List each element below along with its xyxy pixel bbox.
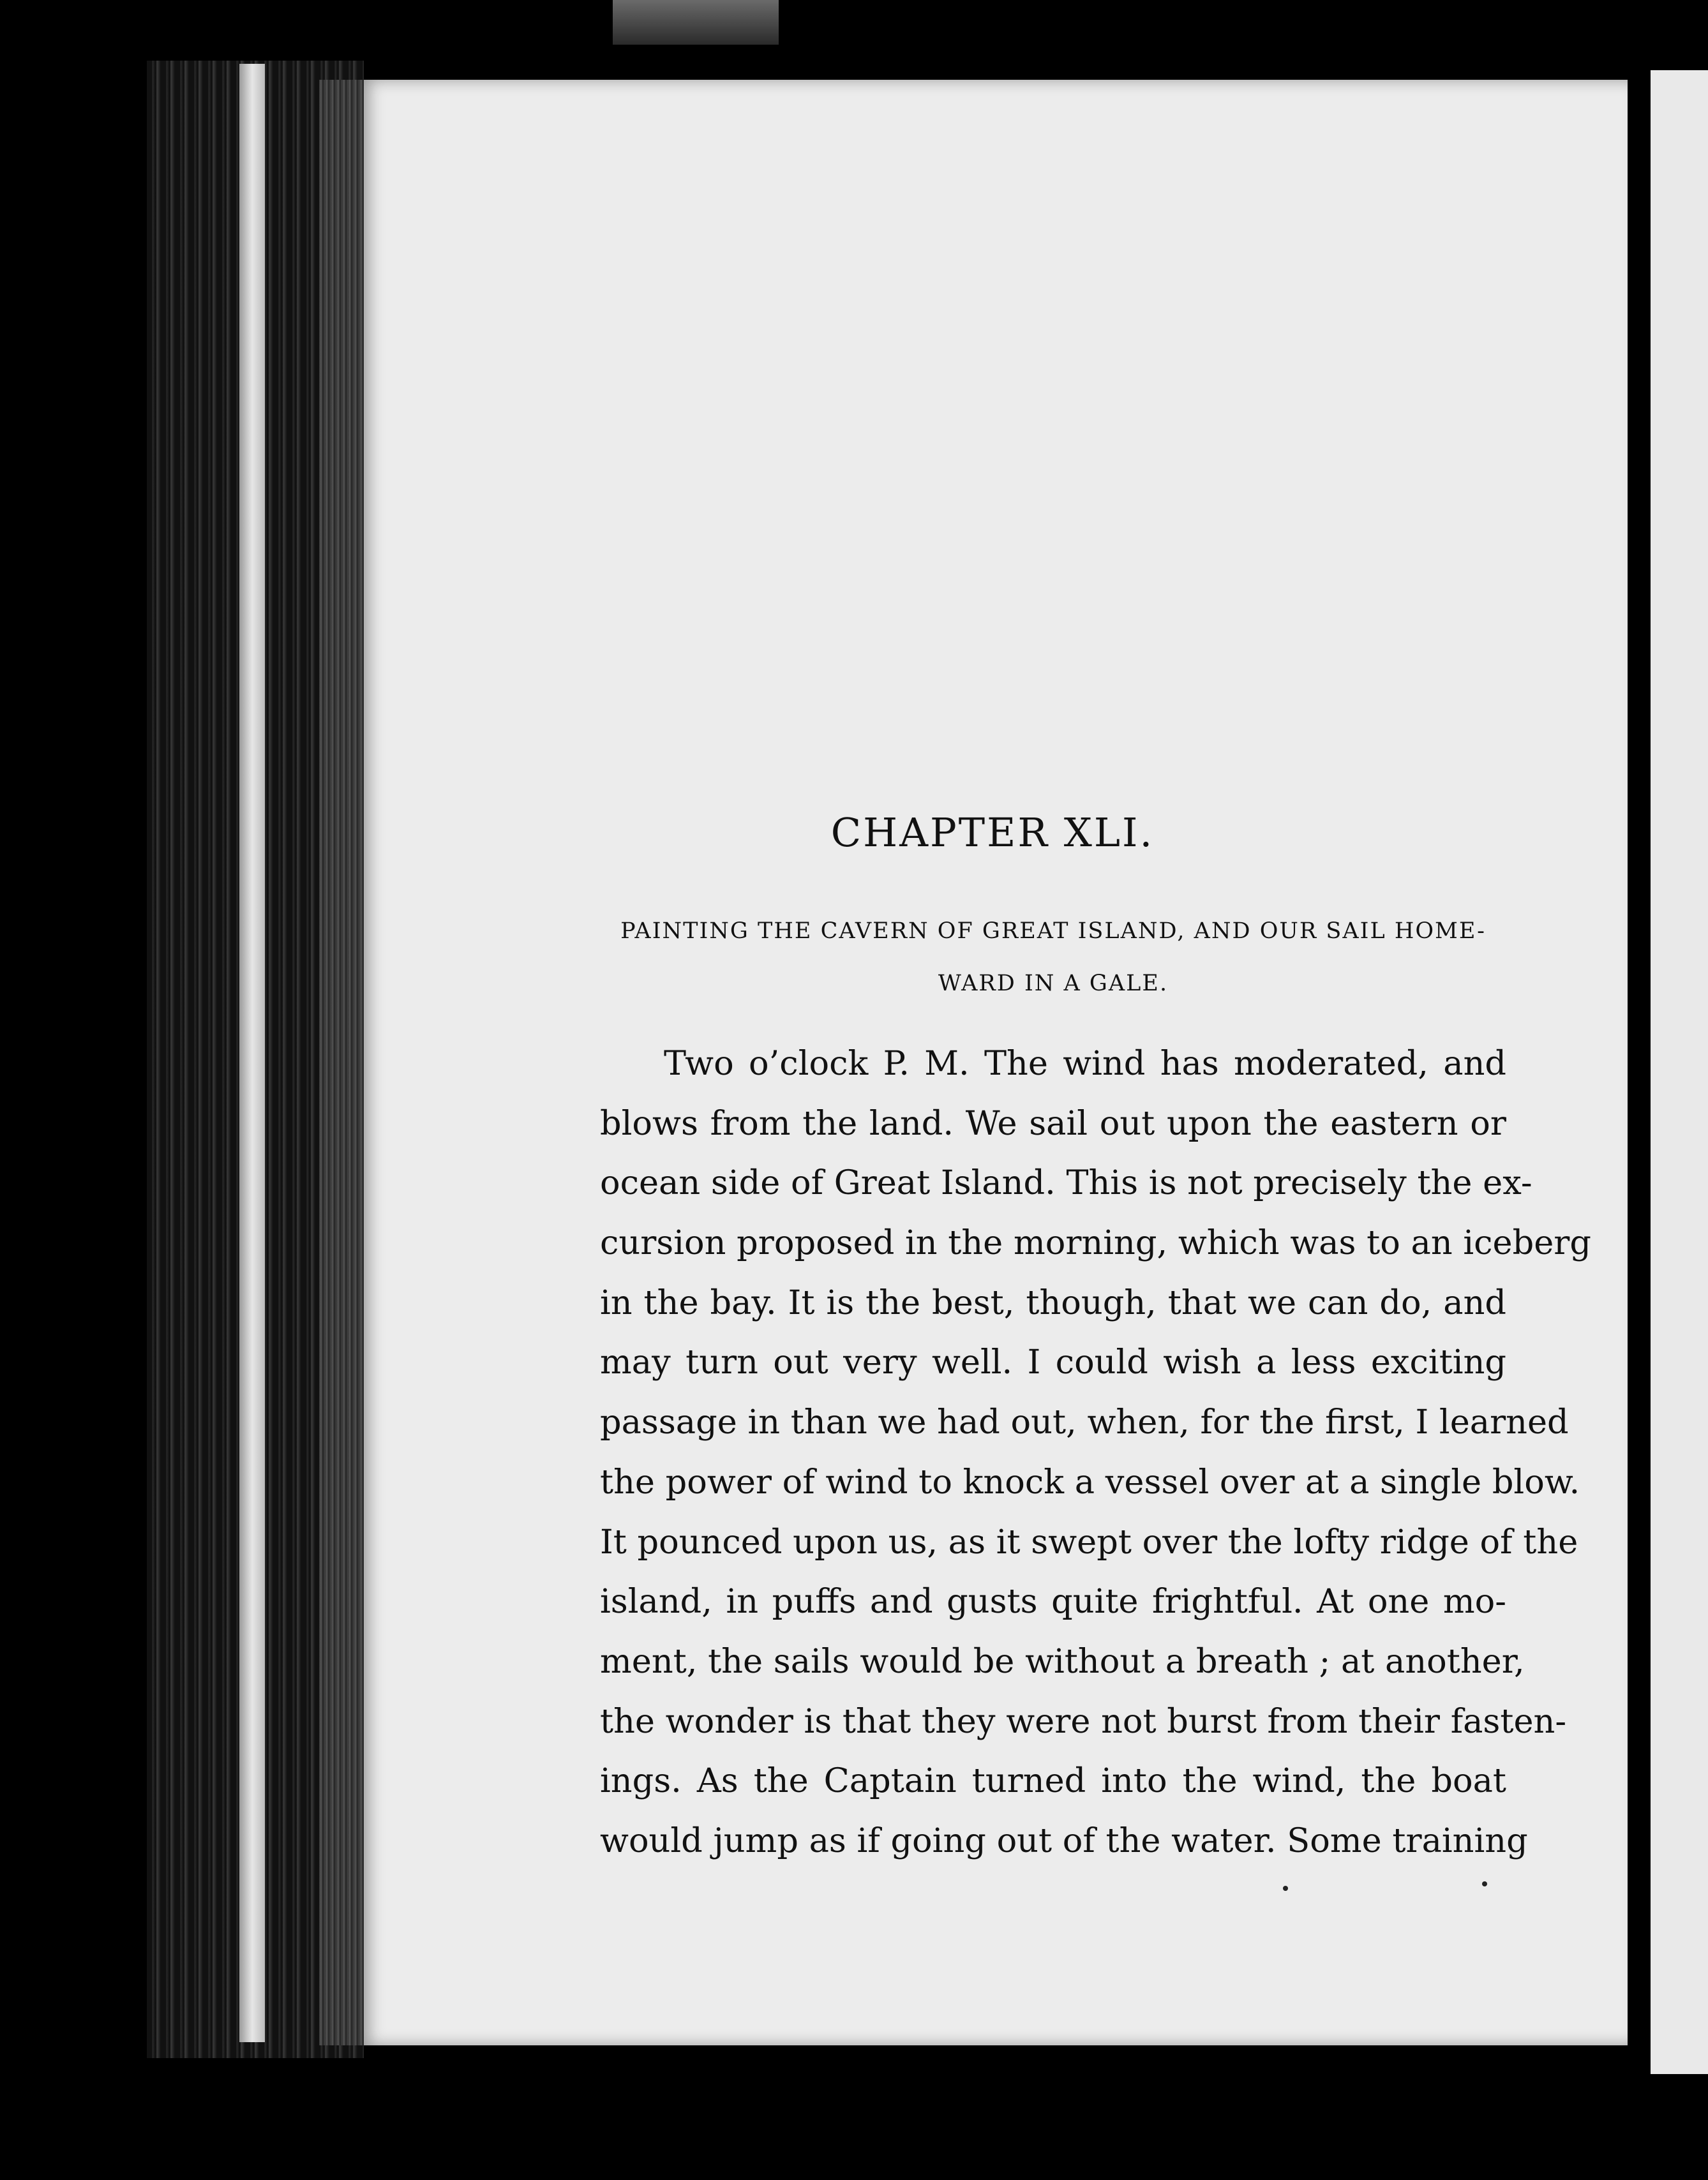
text-line: blows from the land. We sail out upon the eastern or bbox=[600, 1103, 1506, 1143]
top-tab bbox=[613, 0, 779, 45]
chapter-subtitle-line-1: PAINTING THE CAVERN OF GREAT ISLAND, AND OUR SAIL HOME- bbox=[620, 918, 1486, 944]
next-page-strip bbox=[1647, 70, 1708, 2074]
text-line: ings. As the Captain turned into the wind, the boat bbox=[600, 1761, 1506, 1801]
page-spine bbox=[319, 80, 364, 2045]
book-edge-highlight bbox=[239, 64, 265, 2042]
ink-speck bbox=[1482, 1881, 1487, 1886]
chapter-subtitle bbox=[594, 905, 1513, 1010]
text-line: ment, the sails would be without a breath ; at another, bbox=[600, 1641, 1525, 1681]
chapter-title: CHAPTER XLI. bbox=[830, 809, 1155, 856]
text-line: the wonder is that they were not burst from their fasten- bbox=[600, 1701, 1567, 1741]
text-line: the power of wind to knock a vessel over at a single blow. bbox=[600, 1462, 1580, 1502]
ink-speck bbox=[1283, 1886, 1288, 1891]
text-line: may turn out very well. I could wish a less exciting bbox=[600, 1343, 1506, 1382]
chapter-subtitle-line-2: WARD IN A GALE. bbox=[938, 971, 1169, 996]
text-line: Two o’clock P. M. The wind has moderated, and bbox=[664, 1044, 1506, 1083]
text-line: It pounced upon us, as it swept over the lofty ridge of the bbox=[600, 1522, 1578, 1562]
left-background bbox=[0, 0, 147, 2180]
body-text bbox=[600, 1034, 1591, 1871]
text-line: would jump as if going out of the water. Some training bbox=[600, 1821, 1528, 1860]
text-line: in the bay. It is the best, though, that we can do, and bbox=[600, 1283, 1506, 1322]
text-line: passage in than we had out, when, for the first, I learned bbox=[600, 1403, 1569, 1442]
text-line: cursion proposed in the morning, which was to an iceberg bbox=[600, 1223, 1591, 1263]
text-line: island, in puffs and gusts quite frightful. At one mo- bbox=[600, 1582, 1506, 1622]
text-line: ocean side of Great Island. This is not precisely the ex- bbox=[600, 1163, 1532, 1203]
